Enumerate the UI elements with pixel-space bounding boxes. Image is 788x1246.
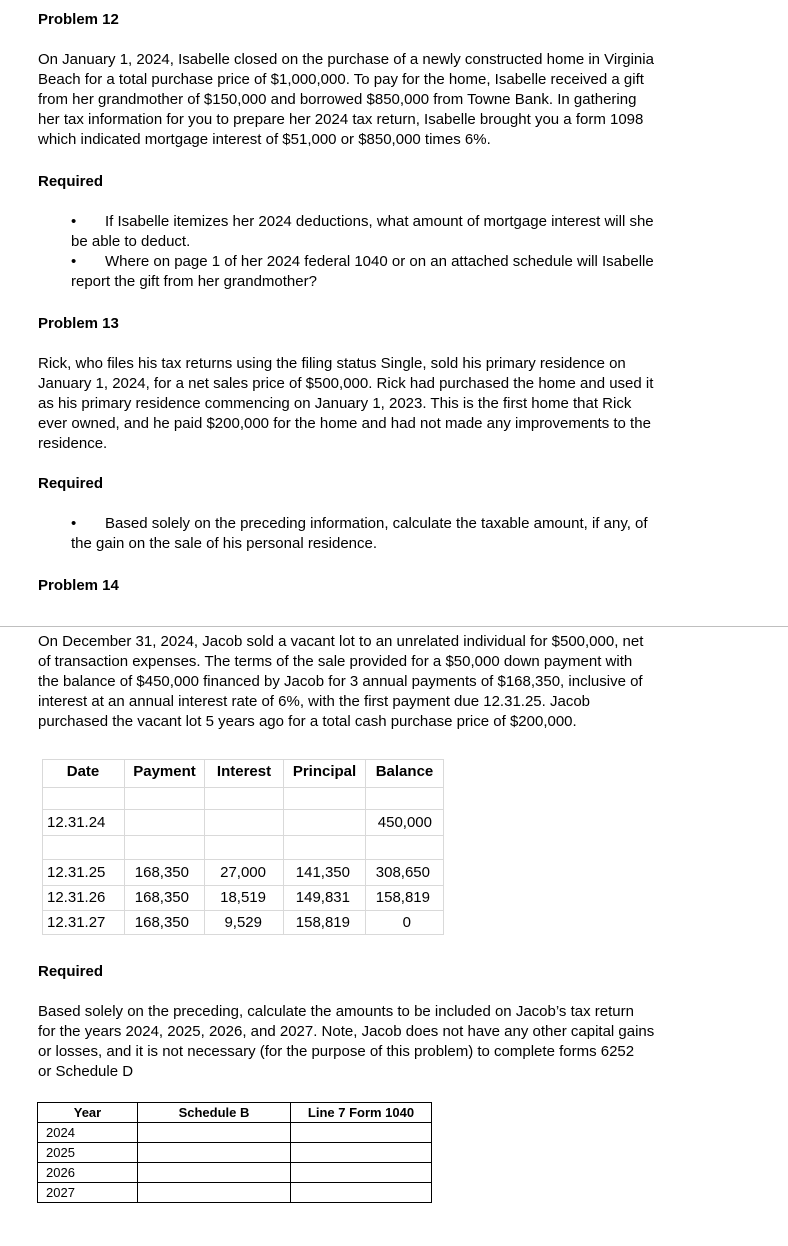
table-row <box>38 1123 432 1143</box>
cell-date: 12.31.25 <box>47 864 106 881</box>
cell-date: 12.31.26 <box>47 889 106 906</box>
line7-cell[interactable] <box>291 1183 432 1203</box>
column-divider <box>204 759 205 935</box>
bullet-line: Where on page 1 of her 2024 federal 1040 or on an attached schedule will Isabelle <box>105 253 654 270</box>
problem-14-text <box>38 632 643 732</box>
cell-principal: 149,831 <box>295 889 350 906</box>
bullet-item <box>71 212 654 252</box>
table-row <box>38 1183 432 1203</box>
bullet-icon: • <box>71 515 77 532</box>
cell-payment: 168,350 <box>134 914 189 931</box>
table-row <box>38 1143 432 1163</box>
schedule-b-cell[interactable] <box>138 1183 291 1203</box>
header-year: Year <box>38 1103 138 1123</box>
problem-14-required: Required <box>38 963 104 980</box>
cell-principal: 158,819 <box>295 914 350 931</box>
amortization-table <box>42 759 444 935</box>
column-divider <box>124 759 125 935</box>
row-divider <box>42 910 444 911</box>
cell-balance: 158,819 <box>375 889 430 906</box>
cell-payment: 168,350 <box>134 864 189 881</box>
text-line: or losses, and it is not necessary (for the purpose of this problem) to complete forms 6252 <box>38 1043 635 1060</box>
line7-cell[interactable] <box>291 1143 432 1163</box>
cell-interest: 9,529 <box>224 914 262 931</box>
row-divider <box>42 787 444 788</box>
bullet-item <box>71 252 654 292</box>
problem-13-title: Problem 13 <box>38 315 119 332</box>
year-cell: 2026 <box>38 1163 138 1183</box>
text-line: ever owned, and he paid $200,000 for the home and had not made any improvements to the <box>38 415 651 432</box>
row-divider <box>42 835 444 836</box>
table-header-row <box>38 1103 432 1123</box>
text-line: Rick, who files his tax returns using the filing status Single, sold his primary residence on <box>38 355 626 372</box>
text-line: residence. <box>38 435 108 452</box>
table-border <box>42 759 444 760</box>
schedule-b-cell[interactable] <box>138 1123 291 1143</box>
problem-13-required: Required <box>38 475 104 492</box>
table-row <box>38 1163 432 1183</box>
bullet-item <box>71 514 648 554</box>
problem-13-text <box>38 354 653 454</box>
cell-principal: 141,350 <box>295 864 350 881</box>
text-line: for the years 2024, 2025, 2026, and 2027. Note, Jacob does not have any other capital gains <box>38 1023 655 1040</box>
problem-14-required-text <box>38 1002 654 1082</box>
problem-12-required: Required <box>38 173 104 190</box>
text-line: or Schedule D <box>38 1063 134 1080</box>
text-line: January 1, 2024, for a net sales price of $500,000. Rick had purchased the home and used it <box>38 375 654 392</box>
text-line: interest at an annual interest rate of 6%, with the first payment due 12.31.25. Jacob <box>38 693 590 710</box>
year-cell: 2027 <box>38 1183 138 1203</box>
text-line: of transaction expenses. The terms of the sale provided for a $50,000 down payment with <box>38 653 633 670</box>
year-cell: 2024 <box>38 1123 138 1143</box>
bullet-line: If Isabelle itemizes her 2024 deductions, what amount of mortgage interest will she <box>105 213 654 230</box>
problem-12-text <box>38 50 654 150</box>
text-line: On January 1, 2024, Isabelle closed on the purchase of a newly constructed home in Virginia <box>38 51 654 68</box>
schedule-b-cell[interactable] <box>138 1143 291 1163</box>
page-divider <box>0 626 788 627</box>
header-balance: Balance <box>375 763 434 780</box>
text-line: On December 31, 2024, Jacob sold a vacant lot to an unrelated individual for $500,000, net <box>38 633 644 650</box>
row-divider <box>42 934 444 935</box>
problem-14-title: Problem 14 <box>38 577 119 594</box>
cell-balance: 450,000 <box>377 814 432 831</box>
text-line: her tax information for you to prepare her 2024 tax return, Isabelle brought you a form 1098 <box>38 111 644 128</box>
line7-cell[interactable] <box>291 1123 432 1143</box>
table-border <box>42 759 43 935</box>
schedule-b-cell[interactable] <box>138 1163 291 1183</box>
row-divider <box>42 859 444 860</box>
column-divider <box>365 759 366 935</box>
bullet-line: be able to deduct. <box>71 233 191 250</box>
header-date: Date <box>66 763 100 780</box>
bullet-line: report the gift from her grandmother? <box>71 273 317 290</box>
bullet-icon: • <box>71 213 77 230</box>
text-line: as his primary residence commencing on January 1, 2023. This is the first home that Rick <box>38 395 632 412</box>
text-line: purchased the vacant lot 5 years ago for a total cash purchase price of $200,000. <box>38 713 577 730</box>
header-schedule-b: Schedule B <box>138 1103 291 1123</box>
header-payment: Payment <box>133 763 196 780</box>
text-line: from her grandmother of $150,000 and borrowed $850,000 from Towne Bank. In gathering <box>38 91 637 108</box>
cell-interest: 18,519 <box>220 889 266 906</box>
cell-payment: 168,350 <box>134 889 189 906</box>
year-cell: 2025 <box>38 1143 138 1163</box>
text-line: Beach for a total purchase price of $1,000,000. To pay for the home, Isabelle received a gift <box>38 71 644 88</box>
cell-date: 12.31.27 <box>47 914 106 931</box>
column-divider <box>443 759 444 935</box>
bullet-line: the gain on the sale of his personal residence. <box>71 535 378 552</box>
column-divider <box>283 759 284 935</box>
text-line: Based solely on the preceding, calculate the amounts to be included on Jacob’s tax return <box>38 1003 634 1020</box>
cell-interest: 27,000 <box>220 864 266 881</box>
cell-date: 12.31.24 <box>47 814 106 831</box>
problem-12-title: Problem 12 <box>38 11 119 28</box>
row-divider <box>42 885 444 886</box>
header-line7: Line 7 Form 1040 <box>291 1103 432 1123</box>
problem-13-bullets <box>71 514 648 554</box>
bullet-line: Based solely on the preceding information, calculate the taxable amount, if any, of <box>105 515 648 532</box>
cell-balance: 308,650 <box>375 864 430 881</box>
text-line: which indicated mortgage interest of $51,000 or $850,000 times 6%. <box>38 131 491 148</box>
answer-table <box>37 1102 432 1203</box>
header-interest: Interest <box>216 763 272 780</box>
header-principal: Principal <box>292 763 357 780</box>
text-line: the balance of $450,000 financed by Jacob for 3 annual payments of $168,350, inclusive of <box>38 673 643 690</box>
row-divider <box>42 809 444 810</box>
line7-cell[interactable] <box>291 1163 432 1183</box>
bullet-icon: • <box>71 253 77 270</box>
cell-balance: 0 <box>402 914 411 931</box>
problem-12-bullets <box>71 212 654 292</box>
